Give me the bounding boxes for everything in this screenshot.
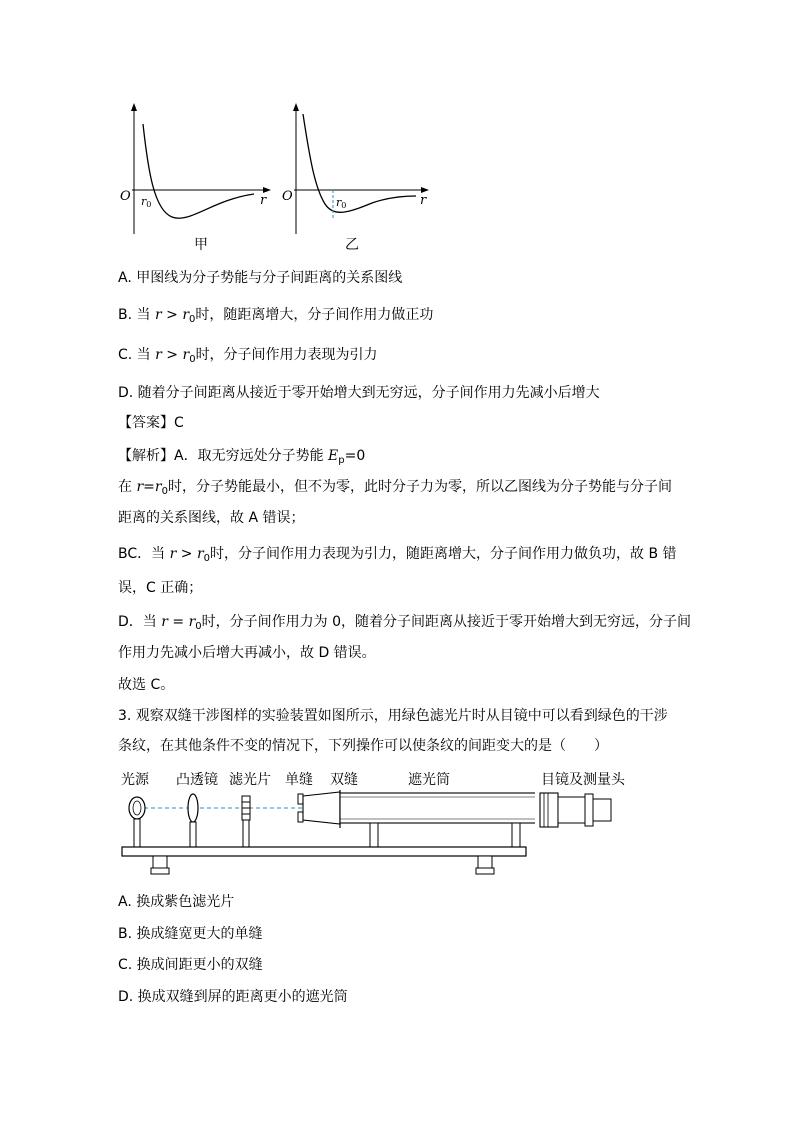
optical-bench-rail: [120, 846, 530, 880]
graph-left-caption: 甲: [194, 237, 208, 253]
label-filter: 滤光片: [229, 772, 271, 788]
origin-label-right: O: [282, 189, 293, 204]
label-hood: 遮光筒: [408, 772, 450, 788]
filter-icon: [242, 796, 250, 847]
analysis-bc-line-1: BC．当 $r > r_0$时，分子间作用力表现为引力，随距离增大，分子间作用力做负功，故 B 错: [118, 546, 677, 564]
analysis-d-line-2: 作用力先减小后增大再减小，故 D 错误。: [118, 645, 376, 661]
label-eyepiece: 目镜及测量头: [541, 772, 625, 788]
eyepiece-figure: [535, 788, 620, 838]
analysis-line-1: 【解析】A．取无穷远处分子势能 $E_p=0$: [118, 448, 366, 466]
answer-line: 【答案】C: [118, 415, 184, 431]
graph-left: [120, 103, 271, 234]
graph-right: [282, 103, 429, 234]
analysis-d-line-1: D．当 $r = r_0$时，分子间作用力为 0，随着分子间距离从接近于零开始增大到无穷远，分子间: [118, 614, 692, 632]
q3-option-c: C. 换成间距更小的双缝: [118, 957, 263, 973]
q3-stem-line-2: 条纹，在其他条件不变的情况下，下列操作可以使条纹的间距变大的是（ ）: [118, 738, 608, 754]
label-single-slit: 单缝: [285, 772, 313, 788]
label-double-slit: 双缝: [330, 772, 358, 788]
q3-option-a: A. 换成紫色滤光片: [118, 894, 235, 910]
convex-lens-icon: [188, 794, 198, 847]
analysis-line-2: 在 $r=r_0$时，分子势能最小，但不为零，此时分子力为零，所以乙图线为分子势能与分子间: [118, 479, 672, 497]
q3-option-b: B. 换成缝宽更大的单缝: [118, 926, 263, 942]
q2-option-d: D. 随着分子间距离从接近于零开始增大到无穷远，分子间作用力先减小后增大: [118, 385, 600, 401]
r0-label-left: r0: [141, 195, 152, 209]
q3-option-d: D. 换成双缝到屏的距离更小的遮光筒: [118, 989, 348, 1005]
r-axis-label-left: r: [260, 193, 267, 208]
eyepiece-icon: [540, 793, 611, 827]
graph-right-caption: 乙: [345, 237, 359, 253]
q2-option-c: C. 当 $r > r_0$时，分子间作用力表现为引力: [118, 347, 378, 365]
q2-option-b: B. 当 $r > r_0$时，随距离增大，分子间作用力做正功: [118, 307, 434, 325]
label-convex-lens: 凸透镜: [176, 772, 218, 788]
light-source-icon: [129, 797, 145, 847]
analysis-bc-line-2: 误，C 正确；: [118, 580, 203, 596]
r-axis-label-right: r: [420, 193, 427, 208]
conclusion-line: 故选 C。: [118, 677, 175, 693]
hood-tube-icon: [303, 790, 535, 847]
label-light-source: 光源: [121, 772, 149, 788]
q3-stem-line-1: 3. 观察双缝干涉图样的实验装置如图所示，用绿色滤光片时从目镜中可以看到绿色的干涉: [118, 708, 668, 724]
graph-figure: [110, 100, 440, 260]
analysis-line-3: 距离的关系图线，故 A 错误；: [118, 510, 305, 526]
r0-label-right: r0: [336, 196, 347, 210]
q2-option-a: A. 甲图线为分子势能与分子间距离的关系图线: [118, 270, 403, 286]
origin-label-left: O: [120, 189, 131, 204]
